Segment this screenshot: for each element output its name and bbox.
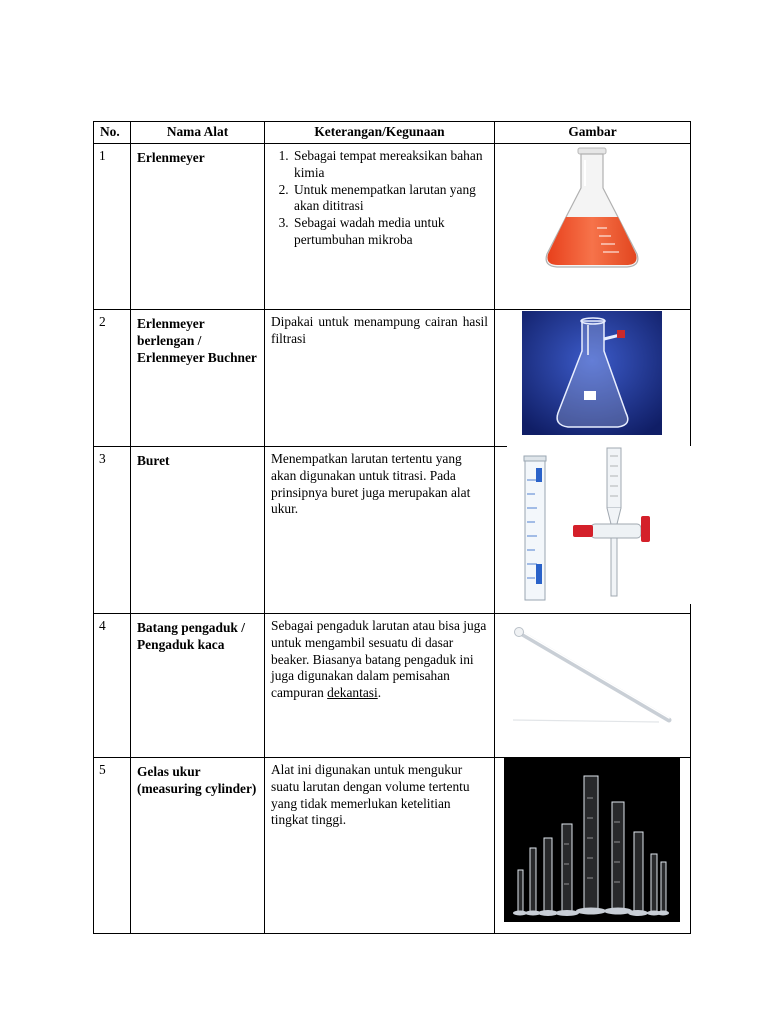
row-image-cell — [495, 614, 691, 758]
header-image: Gambar — [495, 122, 691, 144]
erlenmeyer-flask-icon — [525, 146, 665, 271]
row-no: 5 — [94, 758, 131, 934]
list-item: 3. Sebagai wadah media untuk pertumbuhan mikroba — [292, 215, 488, 249]
lab-equipment-table — [93, 121, 691, 934]
table-row — [94, 144, 691, 310]
table-row — [94, 758, 691, 934]
header-desc: Keterangan/Kegunaan — [265, 122, 495, 144]
row-no: 4 — [94, 614, 131, 758]
row-desc: Menempatkan larutan tertentu yang akan digunakan untuk titrasi. Pada prinsipnya buret juga merupakan alat ukur. — [265, 447, 495, 614]
burette-icon — [507, 446, 691, 604]
header-no: No. — [94, 122, 131, 144]
desc-end: . — [377, 685, 382, 701]
row-desc — [265, 614, 495, 758]
table-row — [94, 614, 691, 758]
measuring-cylinder-icon — [504, 758, 680, 922]
dekantasi-link[interactable]: dekantasi — [327, 685, 378, 701]
row-no: 2 — [94, 310, 131, 447]
list-item: 2. Untuk menempatkan larutan yang akan dititrasi — [292, 182, 488, 216]
row-image-cell — [495, 758, 691, 934]
desc-text: Sebagai pengaduk larutan atau bisa juga untuk mengambil sesuatu di dasar beaker. Biasanya batang pengaduk ini juga digunakan dalam pemisahan campuran — [271, 618, 487, 701]
row-name: Batang pengaduk / Pengaduk kaca — [131, 614, 265, 758]
row-image-cell — [495, 144, 691, 310]
row-image-cell — [495, 310, 691, 447]
table-row — [94, 447, 691, 614]
table-header-row — [94, 122, 691, 144]
table-row — [94, 310, 691, 447]
list-item: 1. Sebagai tempat mereaksikan bahan kimia — [292, 148, 488, 182]
row-name: Buret — [131, 447, 265, 614]
row-image-cell — [495, 447, 691, 614]
row-no: 3 — [94, 447, 131, 614]
row-desc — [265, 144, 495, 310]
row-name: Erlenmeyer — [131, 144, 265, 310]
row-no: 1 — [94, 144, 131, 310]
uses-list — [271, 148, 488, 249]
buchner-flask-icon — [522, 311, 662, 435]
header-name: Nama Alat — [131, 122, 265, 144]
row-name: Erlenmeyer berlengan / Erlenmeyer Buchner — [131, 310, 265, 447]
row-desc: Dipakai untuk menampung cairan hasil filtrasi — [265, 310, 495, 447]
stirring-rod-icon — [509, 624, 679, 734]
row-name: Gelas ukur (measuring cylinder) — [131, 758, 265, 934]
row-desc: Alat ini digunakan untuk mengukur suatu larutan dengan volume tertentu yang tidak memerlukan ketelitian tingkat tinggi. — [265, 758, 495, 934]
